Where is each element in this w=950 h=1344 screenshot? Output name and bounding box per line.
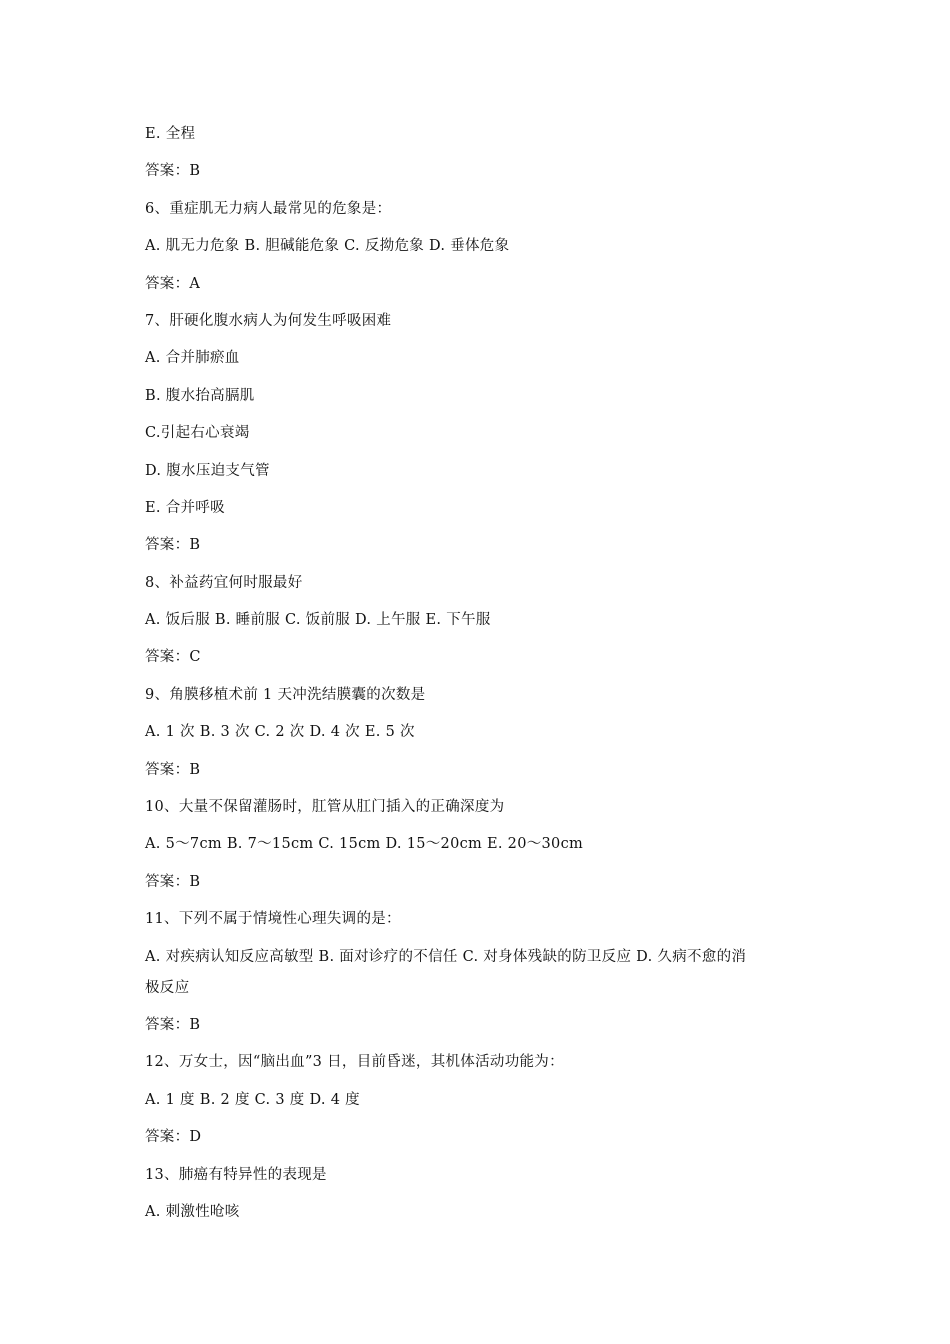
option-line-continued: 极反应 <box>145 979 190 996</box>
answer-line: 答案：B <box>145 537 201 554</box>
question-line: 11、下列不属于情境性心理失调的是： <box>145 911 401 928</box>
question-line: 6、重症肌无力病人最常见的危象是： <box>145 200 392 217</box>
option-line: A. 刺激性呛咳 <box>145 1203 240 1220</box>
answer-line: 答案：B <box>145 163 201 180</box>
question-line: 7、肝硬化腹水病人为何发生呼吸困难 <box>145 312 392 329</box>
option-line: E. 合并呼吸 <box>145 499 225 516</box>
option-line: E. 全程 <box>145 126 196 142</box>
option-line: A. 合并肺瘀血 <box>145 350 240 367</box>
question-line: 9、角膜移植术前 1 天冲洗结膜囊的次数是 <box>145 686 426 703</box>
option-line: B. 腹水抬高膈肌 <box>145 387 255 404</box>
option-line: A. 1 度 B. 2 度 C. 3 度 D. 4 度 <box>145 1091 360 1108</box>
answer-line: 答案：B <box>145 873 201 890</box>
option-line: A. 肌无力危象 B. 胆碱能危象 C. 反拗危象 D. 垂体危象 <box>145 238 510 255</box>
option-line: C.引起右心衰竭 <box>145 425 250 442</box>
option-line: D. 腹水压迫支气管 <box>145 462 270 479</box>
answer-line: 答案：A <box>145 275 201 292</box>
question-line: 10、大量不保留灌肠时，肛管从肛门插入的正确深度为 <box>145 799 505 816</box>
answer-line: 答案：C <box>145 649 201 666</box>
option-line: A. 对疾病认知反应高敏型 B. 面对诊疗的不信任 C. 对身体残缺的防卫反应 D. 久病不愈的消 <box>145 948 747 965</box>
answer-line: 答案：D <box>145 1129 202 1146</box>
question-text-block <box>145 123 815 1238</box>
option-line: A. 5～7cm B. 7～15cm C. 15cm D. 15～20cm E. 20～30cm <box>145 836 584 853</box>
question-line: 13、肺癌有特异性的表现是 <box>145 1166 327 1183</box>
option-line: A. 饭后服 B. 睡前服 C. 饭前服 D. 上午服 E. 下午服 <box>145 612 491 629</box>
question-line: 12、万女士，因“脑出血”3 日，目前昏迷，其机体活动功能为： <box>145 1054 564 1071</box>
answer-line: 答案：B <box>145 1016 201 1033</box>
option-line: A. 1 次 B. 3 次 C. 2 次 D. 4 次 E. 5 次 <box>145 724 415 741</box>
answer-line: 答案：B <box>145 761 201 778</box>
question-line: 8、补益药宜何时服最好 <box>145 574 303 591</box>
